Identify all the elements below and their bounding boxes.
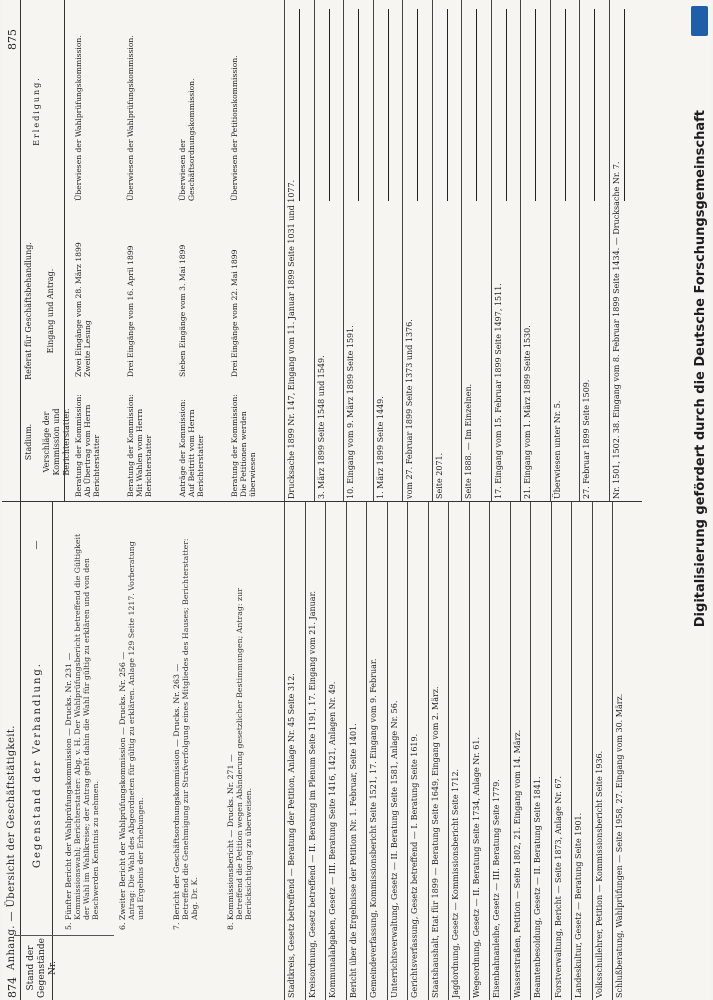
erledigung-note: Überwiesen der Wahlprüfungskommission. — [74, 35, 83, 201]
header-rule — [20, 502, 21, 1000]
record-row — [579, 0, 608, 501]
record-row-text: Jagdordnung, Gesetz — Kommissionsbericht Seite 1712. — [451, 768, 460, 998]
record-row-text: Volksschullehrer, Petition — Kommissionsbericht Seite 1936. — [594, 750, 604, 998]
watermark-text: Digitalisierung gefördert durch die Deutsche Forschungsgemeinschaft — [693, 110, 708, 628]
entry-note: Zwei Eingänge vom 28. März 1899 Zweite Lesung — [74, 242, 92, 377]
row-rule — [506, 9, 507, 201]
entry-note: Sieben Eingänge vom 3. Mai 1899 — [178, 244, 187, 377]
record-row-text: Wegeordnung, Gesetz — II. Beratung Seite 1734, Anlage Nr. 61. — [471, 737, 481, 998]
running-title: Anhang. — Übersicht der Geschäftstätigkeit. — [6, 725, 17, 970]
entry-note: Drei Eingänge vom 22. Mai 1899 — [230, 249, 239, 377]
right-col-stadium: Stadium. — [24, 423, 33, 461]
record-row-text: Seite 2071. — [434, 452, 444, 499]
left-page — [2, 502, 642, 1000]
right-col-verschlaege: Verschläge der Kommission und Berichterstatter. — [42, 408, 71, 476]
record-row-text: Kommunalabgaben, Gesetz — III. Beratung Seite 1416, 1421, Anlagen Nr. 49. — [328, 681, 337, 998]
erledigung-note: Überwiesen der Petitionskommission. — [230, 55, 239, 201]
record-row-text: Drucksache 1899 Nr. 147, Eingang vom 11. Januar 1899 Seite 1031 und 1077. — [287, 179, 296, 499]
right-page — [2, 0, 642, 502]
agenda-item-title: 6. Zweiter Bericht der Wahlprüfungskommission — Drucks. Nr. 256 — — [118, 651, 127, 930]
record-row — [343, 0, 372, 501]
entry-note: Drei Eingänge vom 16. April 1899 — [126, 245, 135, 377]
page-number-right: 875 — [6, 29, 19, 50]
row-rule — [594, 9, 595, 201]
agenda-item — [172, 530, 199, 930]
record-row-text: 3. März 1899 Seite 1548 und 1549. — [316, 355, 326, 499]
record-row-text: Stadtkreis, Gesetz betreffend — Beratung der Petition, Anlage Nr. 45 Seite 312. — [287, 673, 296, 998]
record-row — [609, 0, 638, 501]
record-row-text: Nr. 1501, 1502. 38. Eingang vom 8. Februar 1899 Seite 1434. — Drucksache Nr. 7. — [611, 161, 621, 499]
record-row-text: Bericht über die Ergebnisse der Petition Nr. 1. Februar, Seite 1401. — [348, 723, 358, 998]
record-row-text: 1. März 1899 Seite 1449. — [375, 396, 385, 499]
agenda-item-body: Antrag: Die Wahl des Abgeordneten für gültig zu erklären. Anlage 129 Seite 1217. Vorberatung und Ergebnis der Erhebungen. — [127, 541, 145, 920]
committee-note: Anträge der Kommission: Auf Beitritt vom Herrn Berichterstatter — [178, 399, 205, 497]
record-row — [612, 502, 635, 1000]
agenda-item-body: Betreffend die Petition wegen Abänderung gesetzlicher Bestimmungen; Antrag: zur Berücksichtigung zu überweisen. — [235, 588, 253, 920]
left-col3-header: — — [32, 540, 42, 550]
agenda-item-title: 5. Fünfter Bericht der Wahlprüfungskommission — Drucks. Nr. 231 — — [64, 652, 73, 930]
record-row-text: 27. Februar 1899 Seite 1509. — [582, 379, 591, 499]
record-row-text: Gerichtsverfassung, Gesetz betreffend — I. Beratung Seite 1619. — [410, 733, 419, 998]
dfg-logo — [691, 6, 708, 36]
record-row-text: Forstverwaltung, Bericht — Seite 1873, Anlage Nr. 67. — [553, 775, 563, 998]
agenda-item — [64, 530, 100, 930]
left-col2-header: Gegenstand der Verhandlung. — [32, 662, 43, 868]
row-rule — [358, 9, 359, 201]
record-row — [284, 0, 313, 501]
committee-note: Beratung der Kommission: Die Petitionen werden überwiesen — [230, 394, 257, 497]
header-rule-bottom — [52, 502, 53, 1000]
erledigung-note: Überwiesen der Geschäftsordnungskommission. — [178, 78, 196, 201]
record-row-text: 21. Eingang vom 1. März 1899 Seite 1530. — [523, 325, 532, 499]
agenda-item-body: Kommissionswahl; Berichterstatter: Abg. v. H. Der Wahlprüfungsbericht betreffend die Gültigkeit der Wahl im Wahlkreise; der Antrag geht dahin die Wahl für gültig zu erklären und von den Beschwerden Kenntnis zu nehmen. — [73, 533, 100, 920]
row-rule — [299, 9, 300, 201]
left-page-header — [2, 502, 122, 1000]
record-row-text: Kreisordnung, Gesetz betreffend — II. Beratung im Plenum Seite 1191, 17. Eingang vom 21. Januar. — [307, 590, 317, 998]
record-row-text: 10. Eingang vom 9. März 1899 Seite 1591. — [346, 325, 355, 499]
agenda-item-title: 7. Bericht der Geschäftsordnungskommission — Drucks. Nr. 263 — — [172, 663, 181, 930]
committee-note: Beratung der Kommission: Mit Wahlen vom Herrn Berichterstatter — [126, 394, 153, 497]
record-row-text: 17. Eingang vom 15. Februar 1899 Seite 1497, 1511. — [493, 283, 503, 499]
record-row — [550, 0, 579, 501]
row-rule — [624, 9, 625, 201]
record-row-text: vom 27. Februar 1899 Seite 1373 und 1376. — [405, 319, 414, 499]
header-rule-bottom — [64, 0, 65, 501]
record-row — [491, 0, 520, 501]
record-row-text: Seite 1888. — Im Einzelnen. — [464, 383, 473, 499]
agenda-item — [118, 530, 145, 930]
committee-note: Beratung der Kommission: Ab Übertrag vom Herrn Berichterstatter — [74, 394, 101, 497]
right-col-referat: Referat für Geschäftsbehandlung. — [24, 242, 33, 380]
row-rule — [417, 9, 418, 201]
record-row-text: Wasserstraßen, Petition — Seite 1802, 21. Eingang vom 14. März. — [512, 729, 522, 998]
right-page-header — [2, 0, 122, 501]
page-number-left: 874 — [6, 977, 19, 998]
left-col1-header: Stand der Gegenstände Nr. — [26, 938, 58, 998]
row-rule — [329, 9, 330, 201]
agenda-item-title: 8. Kommissionsbericht — Drucks. Nr. 271 — — [226, 754, 235, 930]
record-row-text: Landeskultur, Gesetz — Beratung Seite 1901. — [574, 812, 583, 998]
record-row — [314, 0, 343, 501]
record-row — [432, 0, 461, 501]
record-row-text: Gemeindeverfassung, Kommissionsbericht Seite 1521, 17. Eingang vom 9. Februar. — [369, 658, 378, 998]
row-rule — [447, 9, 448, 201]
record-row — [461, 0, 490, 501]
record-row-text: Staatshaushalt, Etat für 1899 — Beratung Seite 1649, Eingang vom 2. März. — [430, 686, 440, 998]
erledigung-note: Überwiesen der Wahlprüfungskommission. — [126, 35, 135, 201]
record-row-text: Überwiesen unter Nr. 5. — [552, 400, 562, 499]
right-col-eingang: Eingang und Antrag. — [46, 268, 55, 354]
record-row-text: Eisenbahnanleihe, Gesetz — III. Beratung Seite 1779. — [492, 779, 501, 998]
record-row-text: Unterrichtsverwaltung, Gesetz — II. Beratung Seite 1581, Anlage Nr. 56. — [389, 700, 399, 998]
header-rule — [20, 0, 21, 501]
col-divider — [14, 935, 114, 936]
record-row — [402, 0, 431, 501]
record-row — [520, 0, 549, 501]
row-rule — [565, 9, 566, 201]
right-col-erledigung: Erledigung. — [32, 76, 41, 146]
agenda-item — [226, 530, 253, 930]
rotated-spread — [2, 0, 711, 1000]
row-rule — [388, 9, 389, 201]
row-rule — [535, 9, 536, 201]
record-row-text: Schlußberatung, Wahlprüfungen — Seite 1958, 27. Eingang vom 30. März. — [615, 693, 624, 998]
row-rule — [476, 9, 477, 201]
record-row — [373, 0, 402, 501]
watermark-strip — [689, 0, 711, 1000]
agenda-item-body: Betreffend die Genehmigung zur Strafverfolgung eines Mitgliedes des Hauses; Berichterstatter: Abg. Dr. K. — [181, 538, 199, 920]
record-row-text: Beamtenbesoldung, Gesetz — II. Beratung Seite 1841. — [533, 776, 542, 998]
